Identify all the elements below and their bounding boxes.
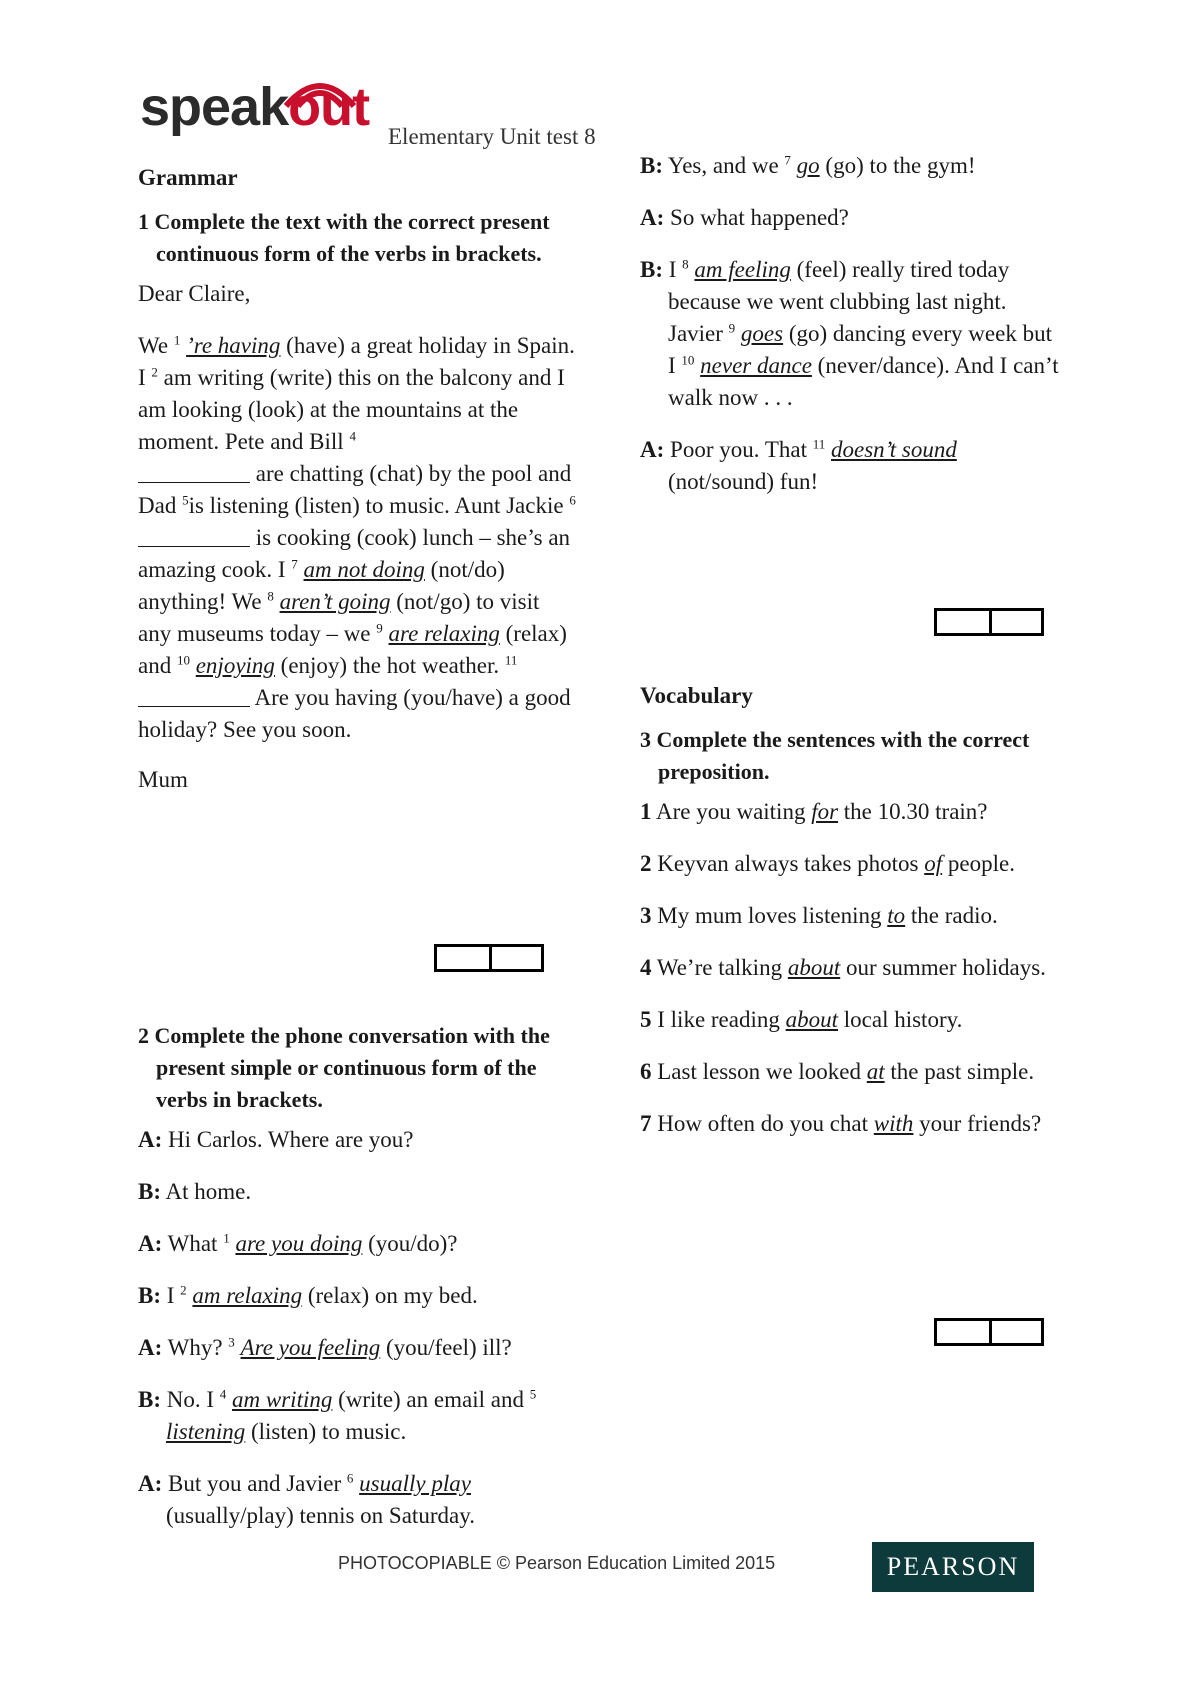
vocabulary-items bbox=[640, 796, 1060, 1140]
score-box-1[interactable] bbox=[434, 944, 544, 972]
answer-2: am writing bbox=[163, 365, 264, 390]
logo-wordmark: speakout bbox=[140, 77, 370, 137]
dialogue-line-5: A: Why? $^3$ Are you feeling (you/feel) ill? bbox=[138, 1334, 512, 1360]
score-box-3[interactable] bbox=[934, 1318, 1044, 1346]
exercise-2 bbox=[138, 1020, 578, 1552]
vocab-answer-6: at bbox=[866, 1059, 885, 1084]
dialogue-line-11: A: Poor you. That $^{11}$ doesn’t sound (not/sound) fun! bbox=[640, 436, 957, 494]
blank-4[interactable] bbox=[138, 460, 250, 483]
vocab-item-7: 7 How often do you chat with your friends? bbox=[640, 1111, 1042, 1136]
vocab-answer-3: to bbox=[887, 903, 906, 928]
answer-8: aren’t going bbox=[279, 589, 391, 614]
answer-1: ’re having bbox=[186, 333, 281, 358]
answer-9: are relaxing bbox=[388, 621, 500, 646]
vocabulary-section bbox=[640, 680, 1060, 1160]
dialogue-line-2: B: At home. bbox=[138, 1179, 252, 1204]
blank-6[interactable] bbox=[138, 524, 250, 547]
dialogue-line-8: B: Yes, and we $^7$ go (go) to the gym! bbox=[640, 152, 976, 178]
dialogue-line-9: A: So what happened? bbox=[640, 205, 849, 230]
vocab-answer-5: about bbox=[785, 1007, 839, 1032]
letter-signoff: Mum bbox=[138, 767, 188, 792]
answer-7: am not doing bbox=[303, 557, 425, 582]
blank-11[interactable] bbox=[138, 684, 250, 707]
right-column bbox=[640, 150, 1060, 518]
vocab-answer-4: about bbox=[787, 955, 841, 980]
vocab-answer-2: of bbox=[924, 851, 943, 876]
dialogue-line-6: B: No. I $^4$ am writing (write) an email and $^5$ listening (listen) to music. bbox=[138, 1386, 537, 1444]
dialogue-line-10: B: I $^8$ am feeling (feel) really tired today because we went clubbing last night. Javier $^9$ goes (go) dancing every week but I $^{10}$ never dance (never/dance). And I can’t walk now . . . bbox=[640, 256, 1059, 410]
exercise-3-instruction: 3 Complete the sentences with the correct preposition. bbox=[640, 727, 1030, 784]
exercise-1-instruction: 1 Complete the text with the correct present continuous form of the verbs in brackets. bbox=[138, 209, 550, 266]
vocabulary-heading: Vocabulary bbox=[640, 683, 753, 708]
score-box-2[interactable] bbox=[934, 608, 1044, 636]
vocab-answer-1: for bbox=[811, 799, 839, 824]
vocab-answer-7: with bbox=[873, 1111, 914, 1136]
letter-greeting: Dear Claire, bbox=[138, 281, 251, 306]
vocab-item-6: 6 Last lesson we looked at the past simple. bbox=[640, 1059, 1035, 1084]
vocab-item-2: 2 Keyvan always takes photos of people. bbox=[640, 851, 1015, 876]
pearson-logo: PEARSON bbox=[872, 1542, 1034, 1592]
test-title: Elementary Unit test 8 bbox=[388, 124, 596, 149]
speakout-logo bbox=[140, 70, 380, 150]
dialogue-line-1: A: Hi Carlos. Where are you? bbox=[138, 1127, 414, 1152]
left-column bbox=[138, 162, 578, 816]
answer-10: enjoying bbox=[195, 653, 275, 678]
copyright-text: PHOTOCOPIABLE © Pearson Education Limited 2015 bbox=[338, 1553, 776, 1573]
dialogue-line-4: B: I $^2$ am relaxing (relax) on my bed. bbox=[138, 1282, 478, 1308]
vocab-item-3: 3 My mum loves listening to the radio. bbox=[640, 903, 998, 928]
dialogue-line-3: A: What $^1$ are you doing (you/do)? bbox=[138, 1230, 458, 1256]
vocab-item-5: 5 I like reading about local history. bbox=[640, 1007, 963, 1032]
exercise-2-instruction: 2 Complete the phone conversation with the present simple or continuous form of the verbs in brackets. bbox=[138, 1023, 550, 1112]
vocab-item-4: 4 We’re talking about our summer holidays. bbox=[640, 955, 1046, 980]
letter-body: We $^1$ ’re having (have) a great holiday in Spain. I $^2$ am writing (write) this on the balcony and I am looking (look) at the mountains at the moment. Pete and Bill $^4$ are chatting (chat) by the pool and Dad $^5$is listening (listen) to music. Aunt Jackie $^6$ is cooking (cook) lunch – she’s an amazing cook. I $^7$ am not doing (not/do) anything! We $^8$ aren’t going (not/go) to visit any museums today – we $^9$ are relaxing (relax) and $^{10}$ enjoying (enjoy) the hot weather. $^{11}$ Are you having (you/have) a good holiday? See you soon. bbox=[138, 332, 576, 742]
dialogue-line-7: A: But you and Javier $^6$ usually play (usually/play) tennis on Saturday. bbox=[138, 1470, 475, 1528]
grammar-heading: Grammar bbox=[138, 165, 238, 190]
vocab-item-1: 1 Are you waiting for the 10.30 train? bbox=[640, 799, 988, 824]
